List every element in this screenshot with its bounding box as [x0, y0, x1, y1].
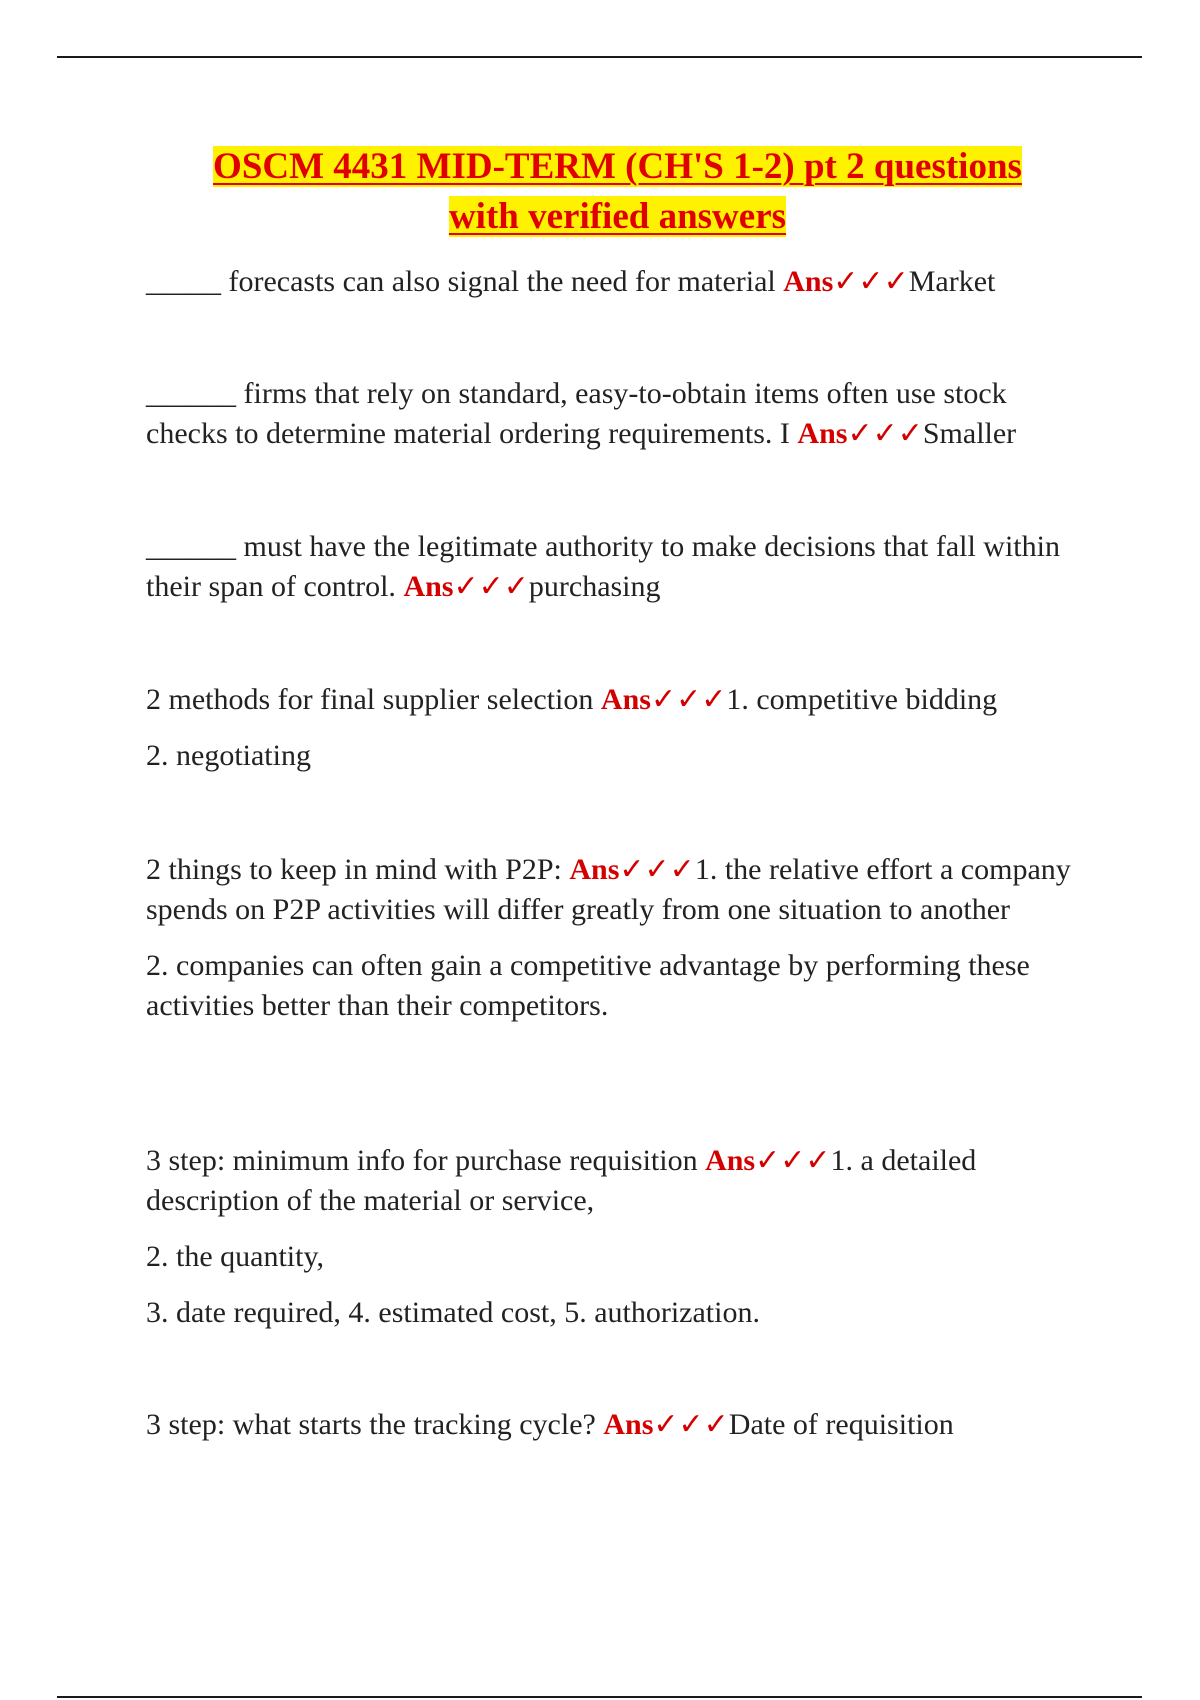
ans-label: Ans — [783, 265, 834, 298]
title-line-2: with verified answers — [448, 196, 787, 237]
answer-text: 1. a detailed description of the material or service, — [146, 1144, 977, 1217]
bottom-rule — [57, 1696, 1142, 1698]
qa-item-4 — [146, 680, 1091, 776]
check-mark-icon: ✓✓✓ — [653, 1408, 729, 1441]
answer-text: 1. the relative effort a company spends on P2P activities will differ greatly from one situation to another — [146, 853, 1071, 926]
document-title — [0, 142, 1200, 242]
check-mark-icon: ✓✓✓ — [847, 417, 923, 450]
check-mark-icon: ✓✓✓ — [619, 853, 695, 886]
answer-text: 1. competitive bidding — [726, 683, 998, 716]
ans-label: Ans — [403, 570, 454, 603]
ans-label: Ans — [569, 853, 620, 886]
question-text: 2 things to keep in mind with P2P: — [146, 853, 570, 886]
answer-continuation: 2. the quantity, — [146, 1240, 325, 1273]
ans-label: Ans — [705, 1144, 756, 1177]
answer-continuation: 2. companies can often gain a competitive advantage by performing these activities better than their competitors. — [146, 949, 1030, 1022]
answer-continuation: 2. negotiating — [146, 739, 311, 772]
top-rule — [57, 56, 1142, 58]
qa-item-7 — [146, 1405, 1091, 1445]
check-mark-icon: ✓✓✓ — [650, 683, 727, 716]
question-text: ______ firms that rely on standard, easy-to-obtain items often use stock checks to determine material ordering requirements. I — [146, 377, 1007, 450]
question-text: 2 methods for final supplier selection — [146, 683, 601, 716]
check-mark-icon: ✓✓✓ — [453, 570, 529, 603]
answer-text: Market — [908, 265, 996, 298]
qa-item-1 — [146, 262, 1091, 302]
answer-continuation: 3. date required, 4. estimated cost, 5. authorization. — [146, 1296, 760, 1329]
question-text: _____ forecasts can also signal the need for material — [146, 265, 784, 298]
ans-label: Ans — [797, 417, 848, 450]
answer-text: purchasing — [528, 570, 661, 603]
question-text: 3 step: minimum info for purchase requisition — [146, 1144, 706, 1177]
ans-label: Ans — [600, 683, 651, 716]
question-text: ______ must have the legitimate authority to make decisions that fall within their span of control. — [146, 530, 1060, 603]
answer-text: Smaller — [922, 417, 1017, 450]
check-mark-icon: ✓✓✓ — [755, 1144, 831, 1177]
qa-item-6 — [146, 1141, 1091, 1333]
qa-item-5 — [146, 850, 1091, 1026]
question-text: 3 step: what starts the tracking cycle? — [146, 1408, 604, 1441]
qa-item-3 — [146, 527, 1091, 607]
check-mark-icon: ✓✓✓ — [833, 265, 909, 298]
qa-item-2 — [146, 374, 1091, 454]
ans-label: Ans — [603, 1408, 654, 1441]
title-line-1: OSCM 4431 MID-TERM (CH'S 1-2) pt 2 questions — [213, 146, 1022, 187]
answer-text: Date of requisition — [728, 1408, 954, 1441]
